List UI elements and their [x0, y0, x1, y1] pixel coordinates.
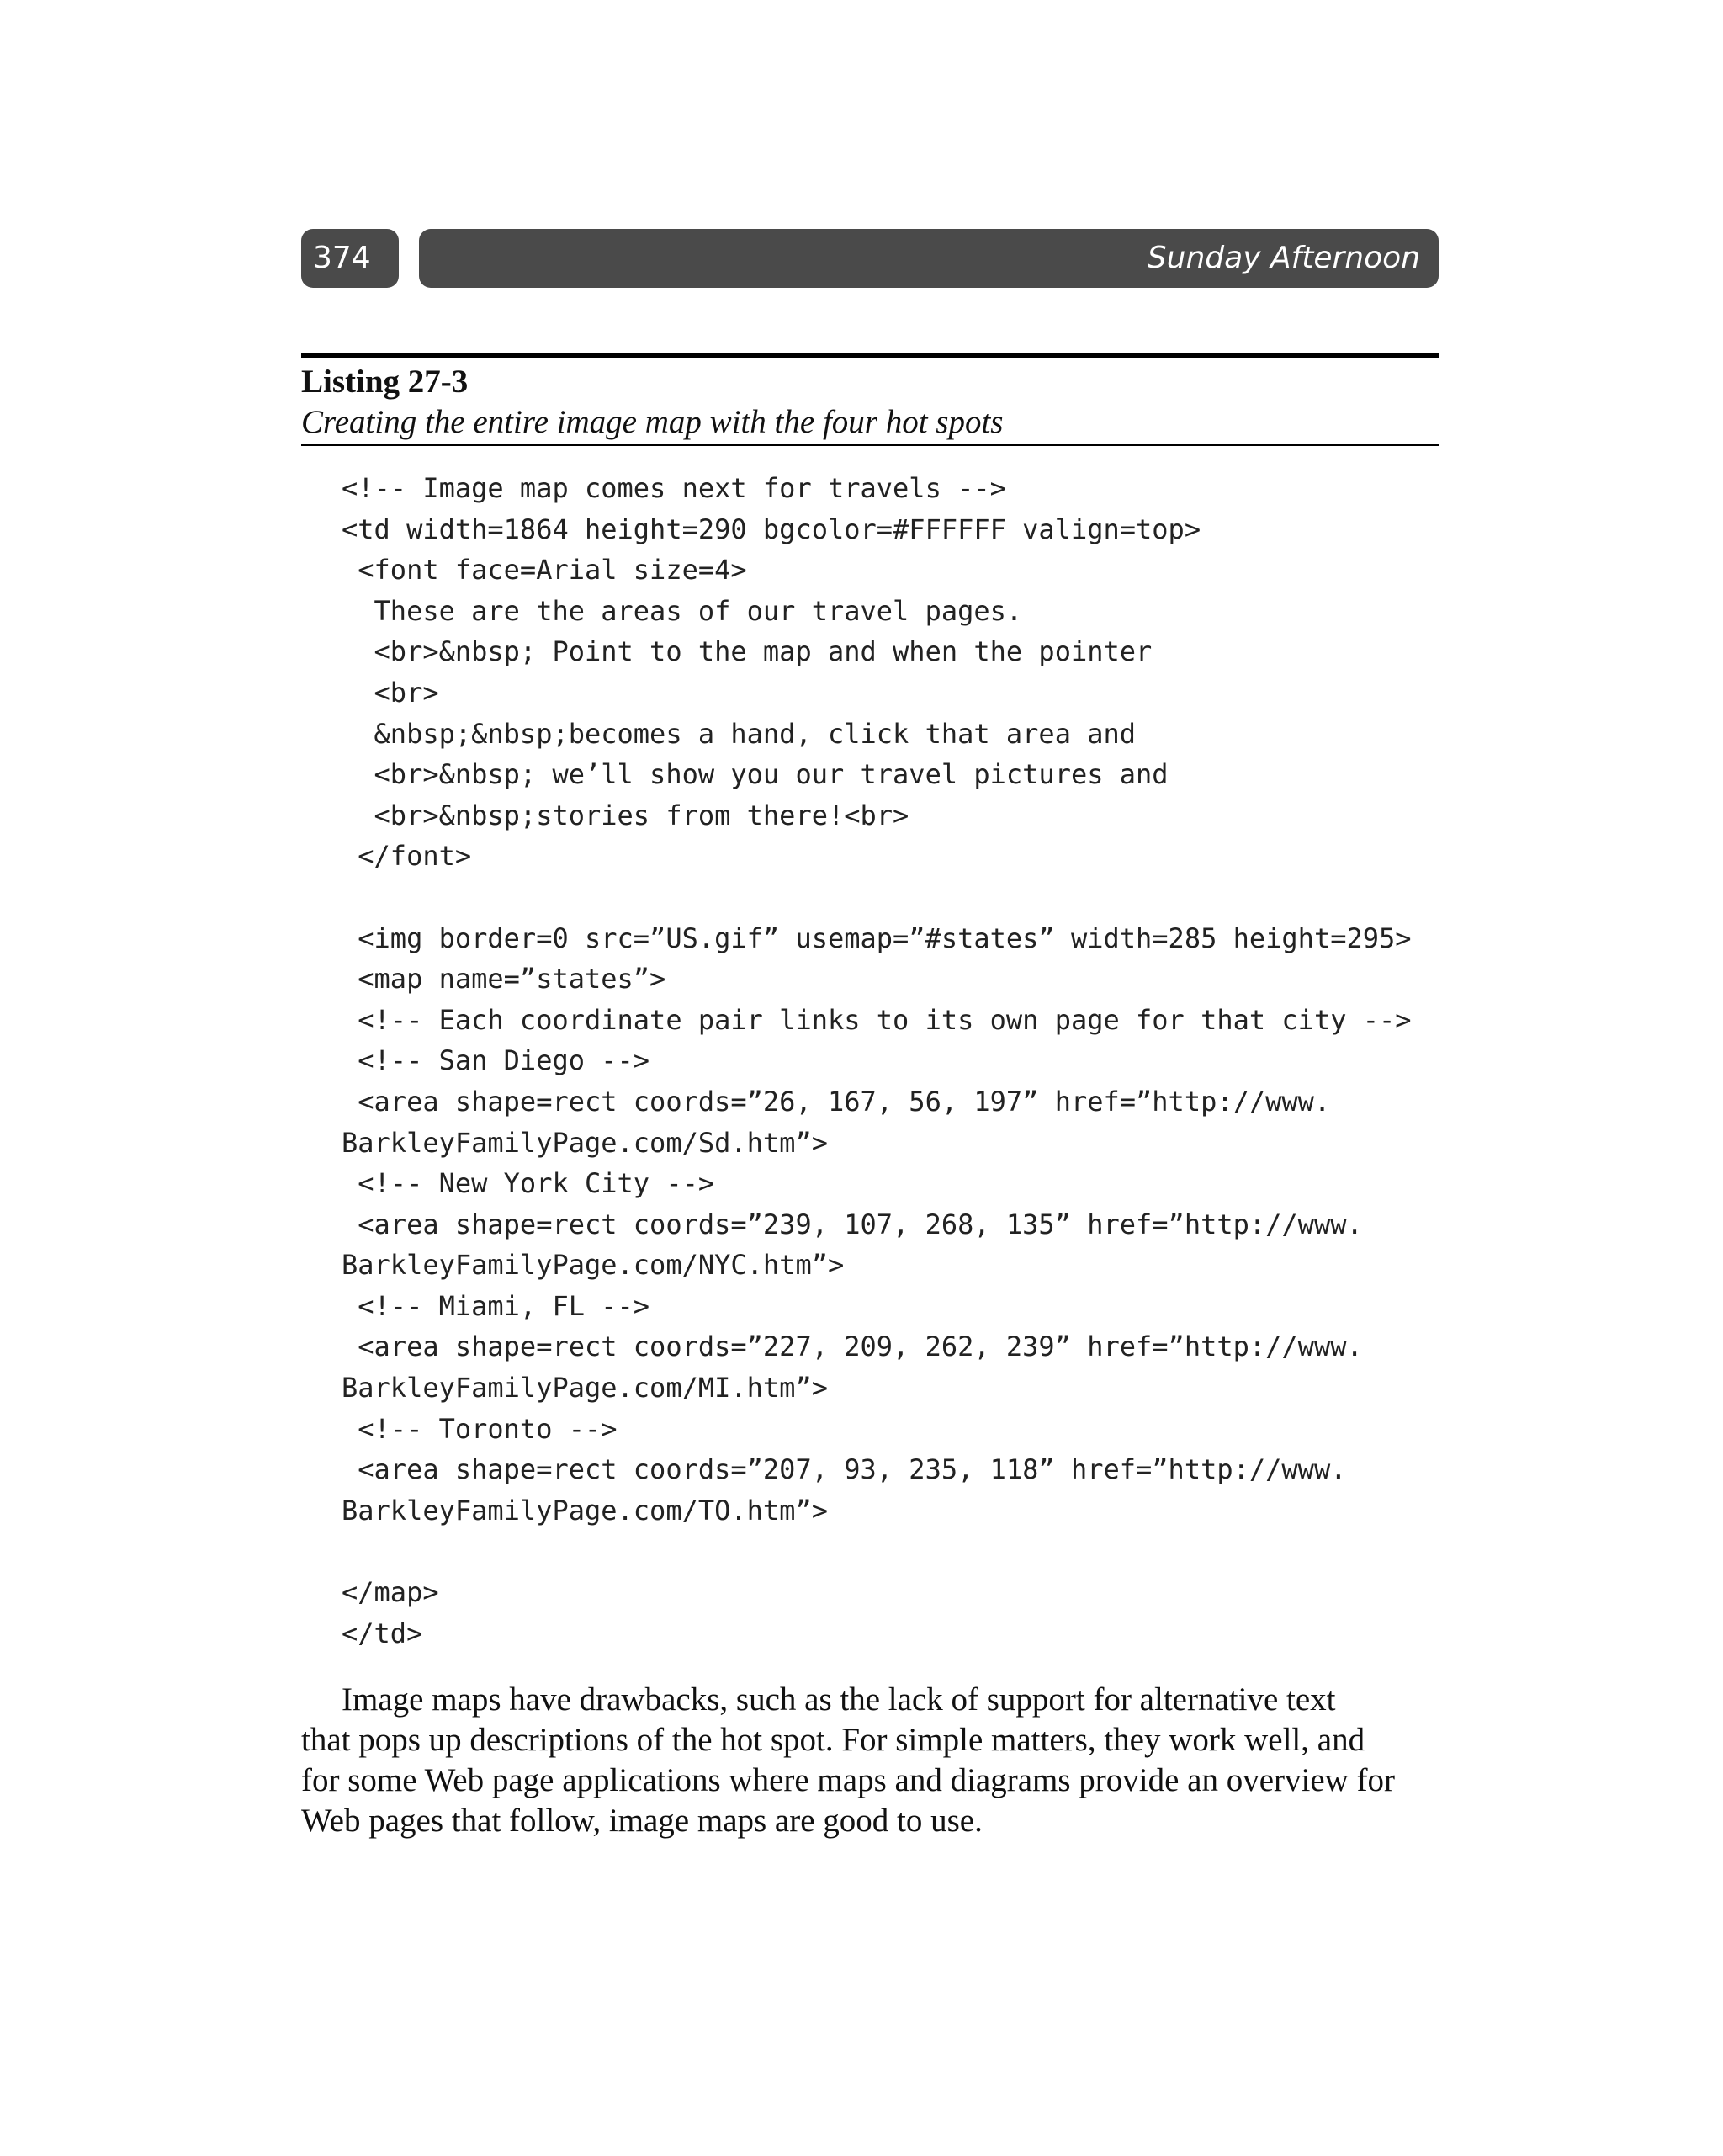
code-line: <font face=Arial size=4>	[342, 554, 747, 587]
code-line	[342, 877, 1461, 918]
page-number: 374	[301, 229, 399, 288]
code-line: <!-- Toronto -->	[342, 1412, 618, 1445]
code-line: <!-- New York City -->	[342, 1167, 715, 1200]
code-line: </map>	[342, 1576, 439, 1609]
code-line: BarkleyFamilyPage.com/TO.htm”>	[342, 1494, 828, 1527]
code-line: BarkleyFamilyPage.com/MI.htm”>	[342, 1372, 828, 1405]
code-line: </td>	[342, 1617, 423, 1649]
code-line: </font>	[342, 840, 472, 873]
listing-heading	[301, 353, 1439, 446]
paragraph-line: Web pages that follow, image maps are good to use.	[301, 1803, 983, 1839]
code-line: <area shape=rect coords=”207, 93, 235, 118” href=”http://www.	[342, 1453, 1347, 1486]
code-line: BarkleyFamilyPage.com/Sd.htm”>	[342, 1126, 828, 1159]
code-line: <area shape=rect coords=”239, 107, 268, 135” href=”http://www.	[342, 1208, 1363, 1240]
code-line: <br>&nbsp;stories from there!<br>	[342, 799, 909, 831]
code-line: <br>&nbsp; Point to the map and when the pointer	[342, 635, 1153, 668]
listing-caption: Creating the entire image map with the four hot spots	[301, 404, 1004, 440]
listing-top-rule	[301, 353, 1439, 358]
listing-label: Listing 27-3	[301, 364, 469, 400]
code-line: <map name=”states”>	[342, 963, 666, 996]
code-line: <!-- Each coordinate pair links to its own page for that city -->	[342, 1003, 1412, 1036]
code-line: <!-- San Diego -->	[342, 1044, 650, 1077]
code-line: <area shape=rect coords=”227, 209, 262, 239” href=”http://www.	[342, 1330, 1363, 1363]
paragraph-line: Image maps have drawbacks, such as the lack of support for alternative text	[342, 1681, 1336, 1718]
code-line: <area shape=rect coords=”26, 167, 56, 197” href=”http://www.	[342, 1085, 1331, 1118]
code-line: &nbsp;&nbsp;becomes a hand, click that area and	[342, 717, 1137, 750]
page-header	[301, 229, 1439, 288]
code-line: <!-- Miami, FL -->	[342, 1289, 650, 1322]
running-head: Sunday Afternoon	[419, 229, 1439, 288]
code-line	[342, 1531, 1461, 1572]
code-line: <img border=0 src=”US.gif” usemap=”#states” width=285 height=295>	[342, 921, 1412, 954]
paragraph-line: that pops up descriptions of the hot spot. For simple matters, they work well, and	[301, 1722, 1365, 1758]
code-line: <!-- Image map comes next for travels -->	[342, 472, 1006, 504]
listing-bottom-rule	[301, 444, 1439, 446]
code-line: BarkleyFamilyPage.com/NYC.htm”>	[342, 1249, 845, 1282]
code-line: <td width=1864 height=290 bgcolor=#FFFFFF valign=top>	[342, 512, 1201, 545]
code-listing	[342, 468, 1461, 1654]
body-paragraph	[301, 1680, 1439, 1841]
code-line: These are the areas of our travel pages.	[342, 594, 1023, 627]
code-line: <br>&nbsp; we’ll show you our travel pictures and	[342, 758, 1169, 791]
code-line: <br>	[342, 676, 439, 709]
paragraph-line: for some Web page applications where maps and diagrams provide an overview for	[301, 1762, 1396, 1798]
